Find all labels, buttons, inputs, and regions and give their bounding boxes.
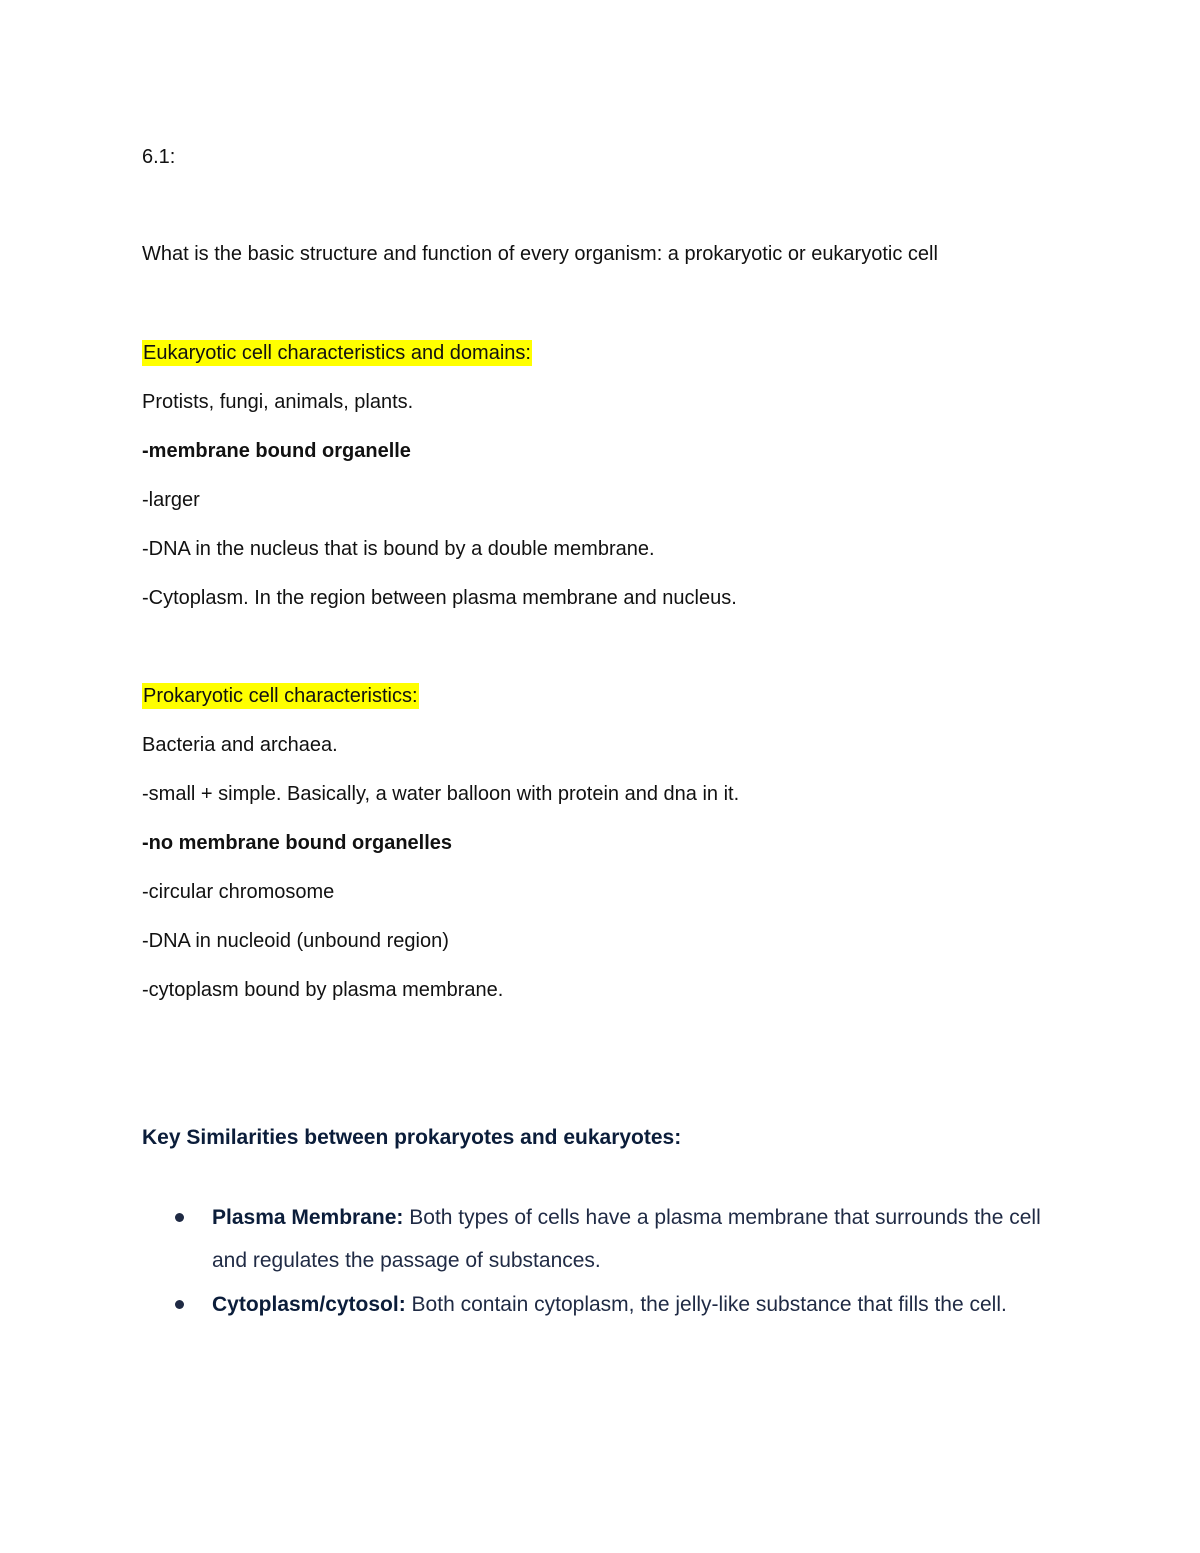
list-item: [142, 1196, 1072, 1282]
bullet-text: Both types of cells have a plasma membrane that surrounds the cell and regulates the passage of substances.: [212, 1206, 1041, 1272]
bullet-term: Cytoplasm/cytosol:: [212, 1293, 406, 1316]
prokaryotic-point: -small + simple. Basically, a water balloon with protein and dna in it.: [142, 783, 740, 805]
section-number: 6.1:: [142, 146, 176, 168]
bullet-text: Both contain cytoplasm, the jelly-like substance that fills the cell.: [405, 1293, 1007, 1316]
similarities-list: [142, 1196, 1072, 1327]
bullet-icon: [175, 1213, 184, 1222]
eukaryotic-point: -larger: [142, 489, 200, 511]
prokaryotic-point: -circular chromosome: [142, 881, 335, 903]
eukaryotic-examples: Protists, fungi, animals, plants.: [142, 391, 414, 413]
bullet-term: Plasma Membrane:: [212, 1206, 404, 1229]
eukaryotic-point: -DNA in the nucleus that is bound by a double membrane.: [142, 538, 655, 560]
list-item: [142, 1283, 1072, 1326]
eukaryotic-point: -membrane bound organelle: [142, 440, 411, 462]
prokaryotic-point: -cytoplasm bound by plasma membrane.: [142, 979, 504, 1001]
eukaryotic-heading-text: Eukaryotic cell characteristics and domains:: [143, 342, 531, 364]
prokaryotic-heading: [142, 682, 419, 710]
eukaryotic-heading: [142, 339, 532, 367]
prokaryotic-point: -DNA in nucleoid (unbound region): [142, 930, 449, 952]
similarities-heading: Key Similarities between prokaryotes and eukaryotes:: [142, 1126, 682, 1149]
intro-question: What is the basic structure and function of every organism: a prokaryotic or eukaryotic cell: [142, 243, 938, 265]
bullet-icon: [175, 1300, 184, 1309]
prokaryotic-heading-text: Prokaryotic cell characteristics:: [143, 685, 418, 707]
prokaryotic-point: -no membrane bound organelles: [142, 832, 453, 854]
prokaryotic-examples: Bacteria and archaea.: [142, 734, 338, 756]
eukaryotic-point: -Cytoplasm. In the region between plasma membrane and nucleus.: [142, 587, 737, 609]
